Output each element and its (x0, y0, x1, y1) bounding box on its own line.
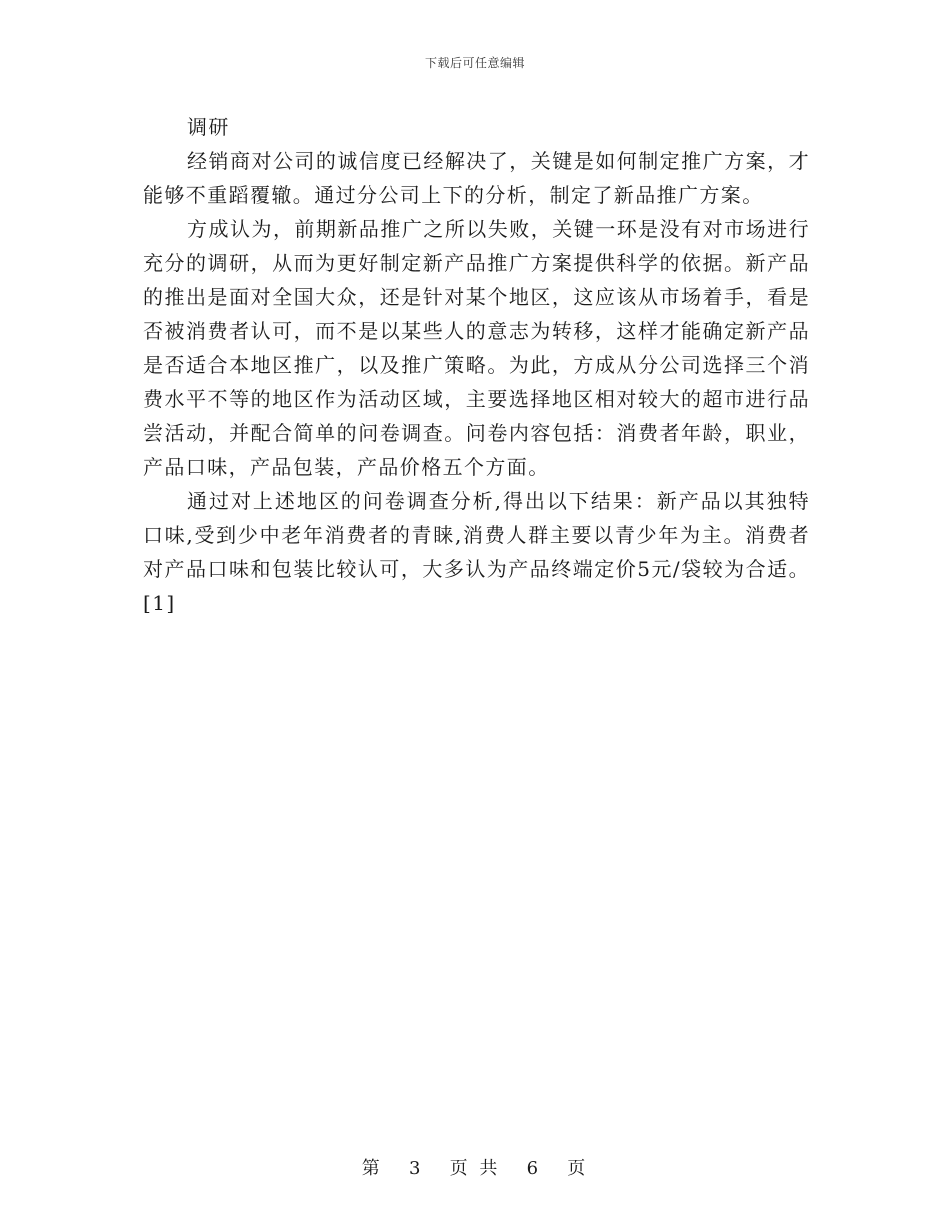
paragraph-heading: 调研 (187, 115, 230, 139)
current-page-number: 3 (408, 1158, 424, 1179)
paragraph: 方成认为，前期新品推广之所以失败，关键一环是没有对市场进行充分的调研，从而为更好制定新产品推广方案提供科学的依据。新产品的推出是面对全国大众，还是针对某个地区，这应该从市场着手，看是否被消费者认可，而不是以某些人的意志为转移，这样才能确定新产品是否适合本地区推广，以及推广策略。为此，方成从分公司选择三个消费水平不等的地区作为活动区域，主要选择地区相对较大的超市进行品尝活动，并配合简单的问卷调查。问卷内容包括：消费者年龄，职业，产品口味，产品包装，产品价格五个方面。 (143, 217, 810, 479)
footer-suffix: 页 (567, 1158, 589, 1179)
paragraph: 通过对上述地区的问卷调查分析,得出以下结果：新产品以其独特口味,受到少中老年消费者的青睐,消费人群主要以青少年为主。消费者对产品口味和包装比较认可，大多认为产品终端定价5元/袋较为合适。[1] (143, 489, 810, 615)
page-footer (0, 1154, 950, 1180)
document-body (143, 110, 810, 620)
page-header: 下载后可任意编辑 (424, 56, 525, 70)
total-pages-number: 6 (526, 1158, 542, 1179)
footer-middle: 页 共 (449, 1158, 501, 1179)
footer-prefix: 第 (361, 1158, 383, 1179)
paragraph: 经销商对公司的诚信度已经解决了，关键是如何制定推广方案，才能够不重蹈覆辙。通过分公司上下的分析，制定了新品推广方案。 (143, 149, 810, 207)
